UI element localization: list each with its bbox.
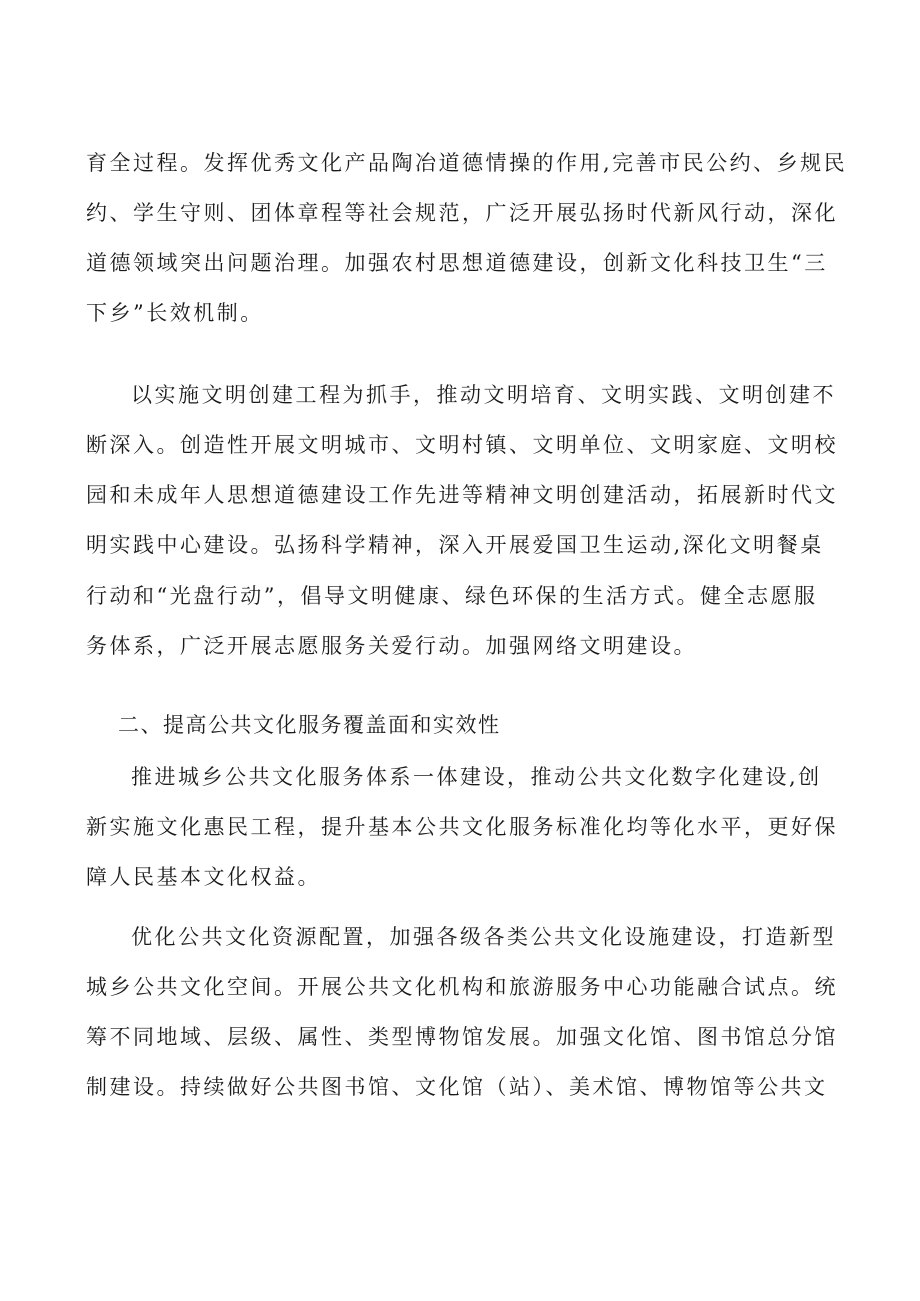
text-line: 城乡公共文化空间。开展公共文化机构和旅游服务中心功能融合试点。统 <box>86 975 838 999</box>
text-line: 新实施文化惠民工程，提升基本公共文化服务标准化均等化水平，更好保 <box>86 815 838 839</box>
text-line: 务体系，广泛开展志愿服务关爱行动。加强网络文明建设。 <box>86 634 697 658</box>
text-line: 园和未成年人思想道德建设工作先进等精神文明创建活动，拓展新时代文 <box>86 483 838 507</box>
text-line: 行动和“光盘行动”，倡导文明健康、绿色环保的生活方式。健全志愿服 <box>86 584 818 608</box>
text-line: 优化公共文化资源配置，加强各级各类公共文化设施建设，打造新型 <box>131 925 836 949</box>
text-line: 育全过程。发挥优秀文化产品陶冶道德情操的作用,完善市民公约、乡规民 <box>86 151 848 175</box>
text-line: 约、学生守则、团体章程等社会规范，广泛开展弘扬时代新风行动，深化 <box>86 201 838 225</box>
text-line: 筹不同地域、层级、属性、类型博物馆发展。加强文化馆、图书馆总分馆 <box>86 1025 838 1049</box>
text-line: 下乡”长效机制。 <box>86 301 264 325</box>
text-line: 道德领域突出问题治理。加强农村思想道德建设，创新文化科技卫生“三 <box>86 251 828 275</box>
text-line: 障人民基本文化权益。 <box>86 865 321 889</box>
text-line: 推进城乡公共文化服务体系一体建设，推动公共文化数字化建设,创 <box>131 765 822 789</box>
text-line: 断深入。创造性开展文明城市、文明村镇、文明单位、文明家庭、文明校 <box>86 433 838 457</box>
section-heading: 二、提高公共文化服务覆盖面和实效性 <box>118 713 501 737</box>
text-line: 以实施文明创建工程为抓手，推动文明培育、文明实践、文明创建不 <box>131 383 836 407</box>
text-line: 明实践中心建设。弘扬科学精神，深入开展爱国卫生运动,深化文明餐桌 <box>86 533 824 557</box>
text-line: 制建设。持续做好公共图书馆、文化馆（站）、美术馆、博物馆等公共文 <box>86 1075 828 1099</box>
